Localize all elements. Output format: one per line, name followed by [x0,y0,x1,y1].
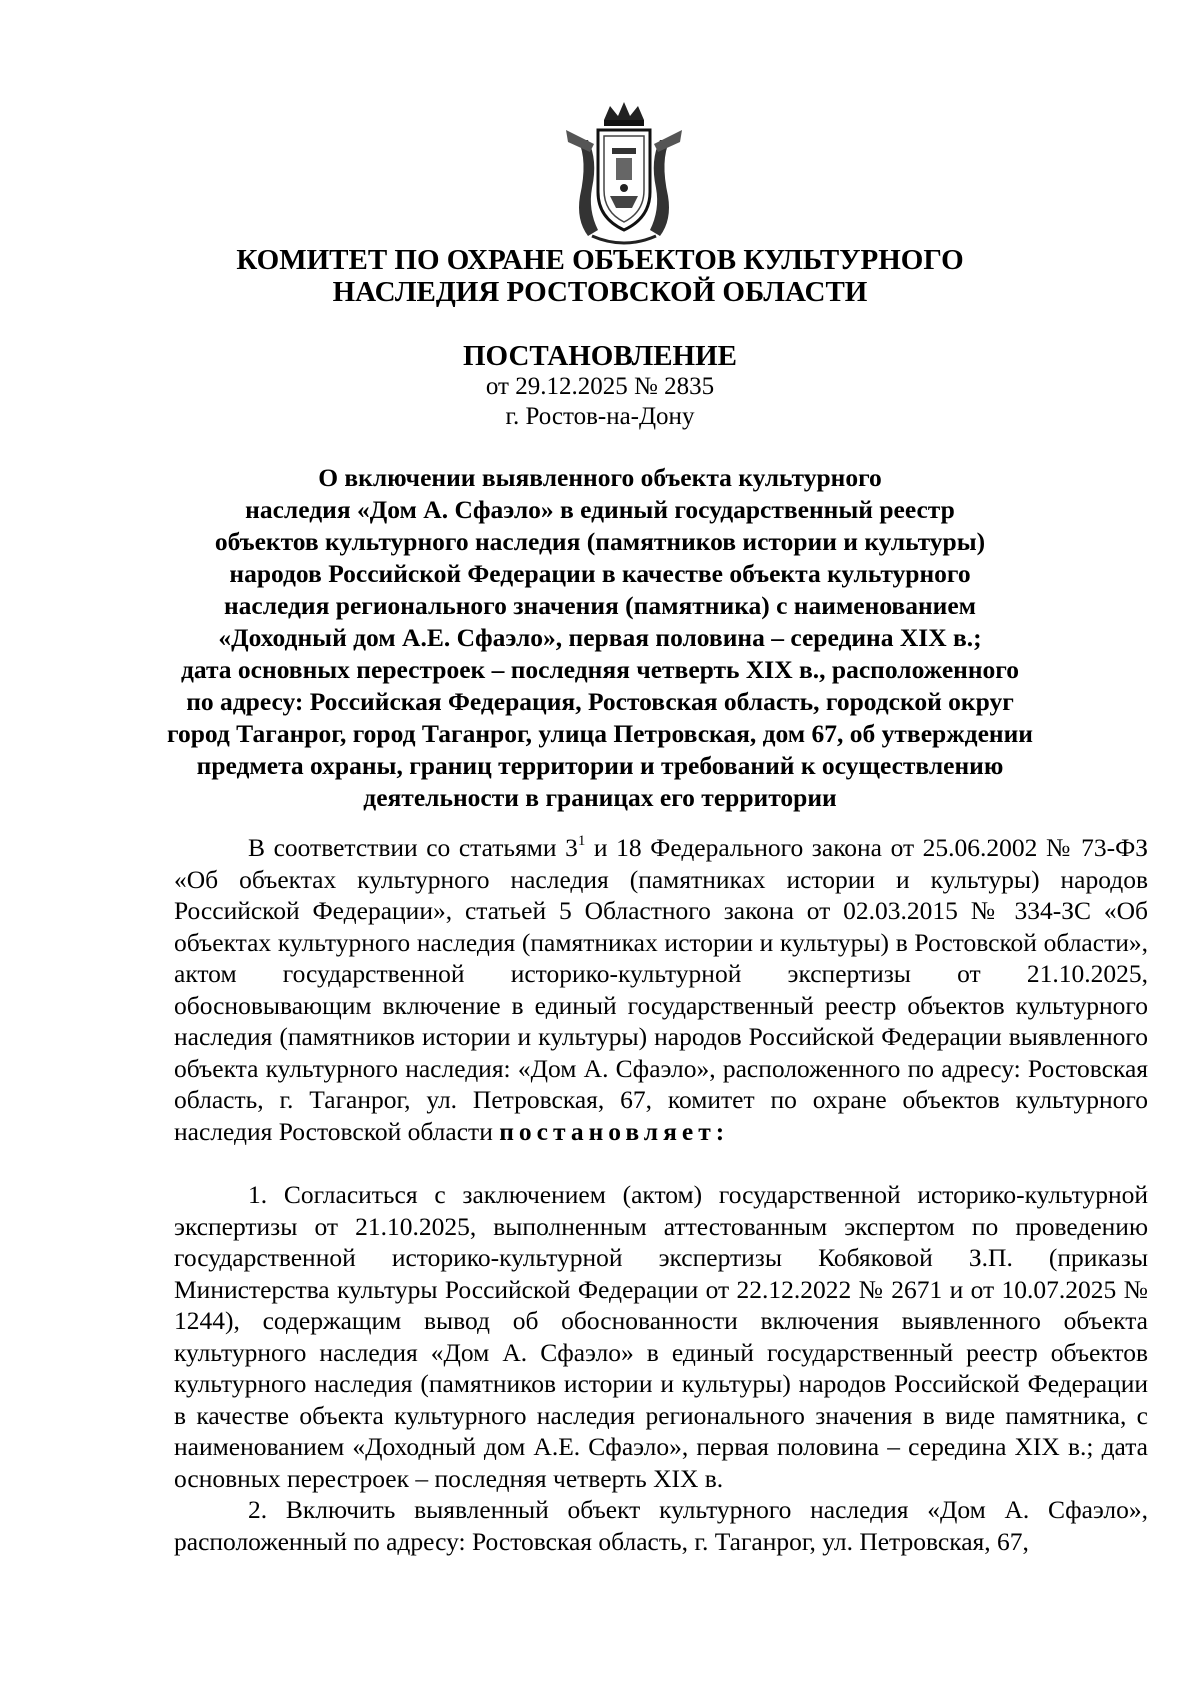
decree-title: ПОСТАНОВЛЕНИЕ [462,340,737,372]
article-superscript: 1 [577,832,586,849]
subject-line: народов Российской Федерации в качестве объекта культурного [229,559,971,588]
subject-line: город Таганрог, город Таганрог, улица Петровская, дом 67, об утверждении [167,719,1033,748]
item-paragraph: 2. Включить выявленный объект культурного наследия «Дом А. Сфаэло», расположенный по адресу: Ростовская область, г. Таганрог, ул. Петровская, 67, [174,1495,1148,1556]
decree-city: г. Ростов-на-Дону [505,403,695,430]
decree-subject [0,462,1200,814]
decree-body [174,832,1148,1557]
subject-line: наследия «Дом А. Сфаэло» в единый государственный реестр [245,495,955,524]
preamble-text-2: и 18 Федерального закона от 25.06.2002 № 73-ФЗ «Об объектах культурного наследия (памятниках истории и культуры) народов Российской Федерации», статьей 5 Областного закона от 02.03.2015 № 334-ЗС «Об объектах культурного наследия (памятниках истории и культуры) в Ростовской области», актом государственной историко-культурной экспертизы от 21.10.2025, обосновывающим включение в единый государственный реестр объектов культурного наследия (памятников истории и культуры) народов Российской Федерации выявленного объекта культурного наследия: «Дом А. Сфаэло», расположенного по адресу: Ростовская область, г. Таганрог, ул. Петровская, 67, комитет по охране объектов культурного наследия Ростовской области [174,833,1148,1146]
decree-date-number: от 29.12.2025 № 2835 [485,373,715,400]
subject-line: по адресу: Российская Федерация, Ростовская область, городской округ [186,687,1014,716]
preamble-paragraph [174,832,1148,1147]
coat-of-arms-icon [558,100,690,250]
item-paragraph: 1. Согласиться с заключением (актом) государственной историко-культурной экспертизы от 21.10.2025, выполненным аттестованным экспертом по проведению государственной историко-культурной экспертизы Кобяковой З.П. (приказы Министерства культуры Российской Федерации от 22.12.2022 № 2671 и от 10.07.2025 № 1244), содержащим вывод об обоснованности включения выявленного объекта культурного наследия «Дом А. Сфаэло» в единый государственный реестр объектов культурного наследия (памятников истории и культуры) народов Российской Федерации в качестве объекта культурного наследия регионального значения в виде памятника, с наименованием «Доходный дом А.Е. Сфаэло», первая половина – середина XIX в.; дата основных перестроек – последняя четверть XIX в. [174,1180,1148,1493]
subject-line: О включении выявленного объекта культурного [318,463,882,492]
subject-line: предмета охраны, границ территории и требований к осуществлению [196,751,1004,780]
committee-line: НАСЛЕДИЯ РОСТОВСКОЙ ОБЛАСТИ [332,276,868,308]
committee-name [0,244,1200,308]
resolves-word: постановляет: [499,1116,730,1146]
subject-line: дата основных перестроек – последняя четверть XIX в., расположенного [180,655,1019,684]
decree-meta [0,372,1200,432]
subject-line: наследия регионального значения (памятника) с наименованием [223,591,977,620]
preamble-text-1: В соответствии со статьями 3 [248,833,578,862]
subject-line: деятельности в границах его территории [363,783,837,812]
subject-line: «Доходный дом А.Е. Сфаэло», первая половина – середина XIX в.; [218,623,982,652]
committee-line: КОМИТЕТ ПО ОХРАНЕ ОБЪЕКТОВ КУЛЬТУРНОГО [236,244,964,276]
subject-line: объектов культурного наследия (памятников истории и культуры) [214,527,986,556]
